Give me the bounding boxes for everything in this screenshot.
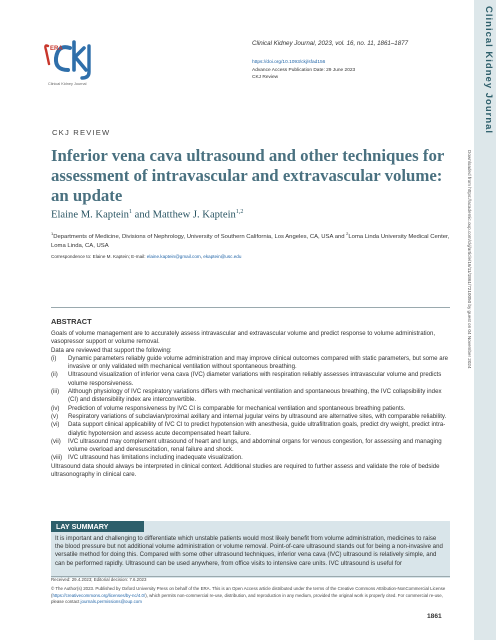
- abstract-closing: Ultrasound data should always be interpreted in clinical context. Additional studies are required to further assess and validate the role of bedside ultrasonography in clinical care.: [51, 462, 440, 479]
- article-title: Inferior vena cava ultrasound and other techniques for assessment of intravascular and extravascular volume: an update: [51, 146, 444, 205]
- list-text: Prediction of volume responsiveness by IVC CI is comparable for mechanical ventilation and spontaneous breathing patients.: [68, 404, 406, 412]
- list-number: (viii): [51, 454, 63, 462]
- ckj-logo: [40, 38, 92, 80]
- section-label: CKJ REVIEW: [52, 128, 111, 137]
- list-text: Data support clinical applicability of IVC CI to predict hypotension with anesthesia, guide ultrafiltration goals, predict dry weight, predict intra-dialytic hypotension and assess acute decompensated heart failure.: [68, 421, 446, 437]
- affiliation-1: Departments of Medicine, Divisions of Nephrology, University of Southern California, Los Angeles, CA, USA: [53, 233, 334, 240]
- affiliation-marker: 2: [346, 231, 349, 236]
- ckj-logo-icon: [40, 38, 92, 80]
- list-item: [51, 454, 451, 462]
- correspondence-prefix: Correspondence to: Elaine M. Kaptein; E-mail:: [51, 254, 147, 259]
- list-item: [51, 371, 451, 388]
- list-text: Ultrasound visualization of inferior vena cava (IVC) diameter variations with respiration reliably assesses intravascular volume and predicts volume responsiveness.: [68, 371, 442, 387]
- list-text: Although physiology of IVC respiratory variations differs with mechanical ventilation and spontaneous breathing, the IVC collapsibility index (CI) and distensibility index are interconvertible.: [68, 388, 442, 404]
- license-link[interactable]: https://creativecommons.org/licenses/by-nc/4.0/: [52, 592, 146, 598]
- logo-subtitle: Clinical Kidney Journal: [48, 82, 87, 86]
- affiliations: [51, 230, 451, 250]
- list-number: (ii): [51, 371, 58, 379]
- page-number: 1861: [427, 613, 442, 620]
- logo-badge-text: ERA: [50, 46, 63, 52]
- list-number: (vii): [51, 437, 61, 445]
- license-text: ), which permits non-commercial re-use, distribution, and reproduction in any medium, provided the original work is properly cited. For commercial re-use, please contact: [51, 592, 443, 604]
- affiliation-2: Loma Linda University Medical Center, Loma Linda, CA, USA: [51, 233, 450, 249]
- email-link[interactable]: elaine.kaptein@gmail.com: [146, 254, 201, 259]
- list-text: Dynamic parameters reliably guide volume administration and may improve clinical outcomes compared with static parameters, but some are invasive or only validated with mechanical ventilation without spontaneous breathing.: [68, 354, 449, 371]
- list-item: [51, 413, 451, 421]
- author-name: Elaine M. Kaptein: [51, 209, 129, 221]
- author-conjunction: and: [131, 209, 153, 221]
- divider: [51, 307, 450, 308]
- abstract-body: [51, 330, 451, 479]
- list-text: Respiratory variations of subclavian/proximal axillary and internal jugular veins by ultrasound are alternative sites, with comparable reliability.: [68, 412, 447, 420]
- lay-summary-text: It is important and challenging to differentiate which unstable patients would most likely benefit from volume administration, medicines to raise the blood pressure but not additional volume administration or volume removal. Point-of-care ultrasound stands out for being a non-invasive and versatile method for doing this. Compared with some other ultrasound techniques, inferior vena cava (IVC) ultrasound is relatively simple, and can be performed rapidly. Ultrasound can be used anywhere, from office visits to intensive care units. IVC ultrasound is useful for: [55, 535, 443, 567]
- permissions-email-link[interactable]: journals.permissions@oup.com: [80, 598, 142, 604]
- article-footer: [51, 577, 451, 605]
- author-name: Matthew J. Kaptein: [152, 209, 236, 221]
- list-number: (i): [51, 354, 57, 362]
- list-number: (iv): [51, 404, 60, 412]
- lay-summary-box: [51, 521, 450, 578]
- affiliation-conjunction: and: [334, 233, 347, 240]
- abstract-heading: ABSTRACT: [51, 317, 92, 326]
- list-item: [51, 438, 451, 455]
- author-affiliation-marker: 1,2: [235, 209, 244, 215]
- list-number: (v): [51, 412, 59, 420]
- abstract-lead: Data are reviewed that support the following:: [51, 346, 172, 354]
- list-number: (iii): [51, 388, 60, 396]
- journal-citation: Clinical Kidney Journal, 2023, vol. 16, no. 11, 1861–1877: [252, 40, 409, 47]
- affiliation-marker: 1: [51, 231, 54, 236]
- list-item: [51, 421, 451, 438]
- list-text: IVC ultrasound has limitations including inadequate visualization.: [68, 454, 243, 462]
- email-link[interactable]: ekaptein@usc.edu: [203, 254, 242, 259]
- license-text: © The Author(s) 2023. Published by Oxford University Press on behalf of the ERA. This is an Open Access article distributed under the terms of the Creative Commons Attribution-NonCommercial License (: [51, 586, 446, 598]
- abstract-intro: Goals of volume management are to accurately assess intravascular and extravascular volume and predict response to volume administration, vasopressor support or volume removal.: [51, 330, 436, 346]
- journal-sidebar: [474, 0, 496, 640]
- sidebar-journal-title: Clinical Kidney Journal: [483, 6, 494, 135]
- abstract-list: [51, 355, 451, 463]
- doi-link[interactable]: https://doi.org/10.1093/ckj/sfad156: [252, 60, 326, 65]
- lay-summary-heading: LAY SUMMARY: [51, 521, 144, 532]
- publication-date: Advance Access Publication Date: 29 June 2023: [252, 67, 356, 73]
- correspondence: [51, 254, 241, 259]
- list-text: IVC ultrasound may complement ultrasound of heart and lungs, and abdominal organs for venous congestion, for assessing and managing volume overload and deresuscitation, renal failure and shock.: [68, 437, 442, 454]
- article-header: [252, 40, 408, 82]
- list-number: (vi): [51, 421, 60, 429]
- list-item: [51, 355, 451, 372]
- received-dates: Received: 29.4.2023; Editorial decision: 7.6.2023: [51, 577, 147, 582]
- article-type: CKJ Review: [252, 75, 279, 81]
- license-statement: [51, 586, 451, 605]
- author-affiliation-marker: 1: [128, 209, 132, 215]
- article-meta: [252, 59, 408, 82]
- download-note: Downloaded from https://academic.oup.com/ckj/article/16/11/1861/7210050 by guest on 04 November 2024: [467, 150, 472, 369]
- email-separator: ,: [200, 254, 204, 259]
- list-item: [51, 388, 451, 405]
- author-list: [51, 209, 243, 221]
- list-item: [51, 405, 451, 413]
